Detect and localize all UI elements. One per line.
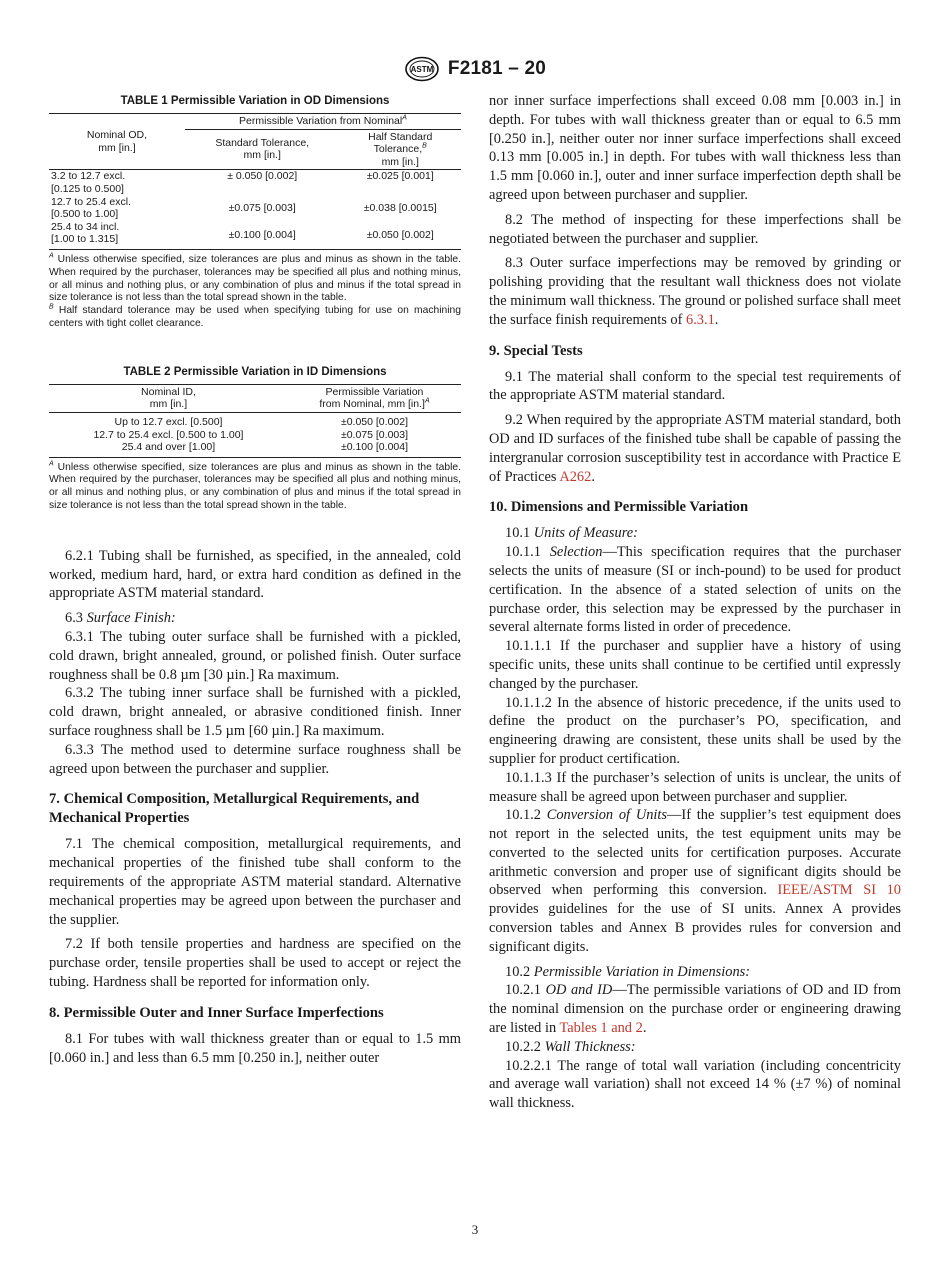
- table1-header-half: Half Standard Tolerance,$^B$ mm [in.]: [368, 130, 433, 168]
- paragraph-10-2-2-1: 10.2.2.1 The range of total wall variation (including concentricity and average wall variation) shall not exceed 14 % (±7 %) of nominal wall thickness.: [489, 1057, 901, 1112]
- paragraph-10-1-1-2: 10.1.1.2 In the absence of historic precedence, if the units used to define the product on the purchaser’s PO, specification, and engineering drawing are consistent, these units shall be used by the supplier for product certification.: [489, 694, 901, 767]
- section-8-heading: 8. Permissible Outer and Inner Surface Imperfections: [49, 1004, 384, 1021]
- table1-header-nominal: Nominal OD, mm [in.]: [86, 129, 148, 154]
- table-row: 25.4 and over [1.00] ±0.100 [0.004]: [49, 441, 461, 457]
- table1-footnote-b: $^B$ Half standard tolerance may be used when specifying tubing for use on machining centers with tight collet clearance.: [49, 303, 461, 329]
- paragraph-6-3-3: 6.3.3 The method used to determine surface roughness shall be agreed upon between the purchaser and supplier.: [49, 741, 461, 777]
- paragraph-9-2: 9.2 When required by the appropriate ASTM material standard, both OD and ID surfaces of the finished tube shall be capable of passing the intergranular corrosion susceptibility test in accordance with Practice E of Practices A262.: [489, 412, 901, 485]
- section-10-heading: 10. Dimensions and Permissible Variation: [489, 499, 749, 516]
- section-7-heading: 7. Chemical Composition, Metallurgical Requirements, and Mechanical Properties: [49, 791, 420, 827]
- table-row: 3.2 to 12.7 excl. [0.125 to 0.500] ± 0.050 [0.002] ±0.025 [0.001]: [51, 170, 434, 195]
- paragraph-8-1: 8.1 For tubes with wall thickness greater than or equal to 1.5 mm [0.060 in.] and less than 6.5 mm [0.250 in.], neither outer: [49, 1030, 461, 1066]
- table1: [49, 113, 461, 250]
- table1-header-group: Permissible Variation from Nominal$^A$: [185, 114, 461, 130]
- link-6-3-1[interactable]: 6.3.1: [686, 311, 715, 328]
- logo-text: ASTM: [410, 65, 434, 74]
- paragraph-8-2: 8.2 The method of inspecting for these imperfections shall be negotiated between the purchaser and supplier.: [489, 211, 901, 247]
- table1-header-standard: Standard Tolerance, mm [in.]: [215, 136, 310, 162]
- table2: [49, 384, 461, 458]
- paragraph-6-3: 6.3 Surface Finish:: [65, 610, 176, 627]
- paragraph-9-1: 9.1 The material shall conform to the special test requirements of the appropriate ASTM material standard.: [489, 368, 901, 404]
- link-tables-1-and-2[interactable]: Tables 1 and 2: [559, 1020, 643, 1037]
- astm-logo-icon: [404, 56, 440, 82]
- right-column: [489, 92, 901, 1113]
- paragraph-6-3-1: 6.3.1 The tubing outer surface shall be furnished with a pickled, cold drawn, bright annealed, ground, or polished finish. Outer surface roughness shall be 0.8 µm [30 µin.] Ra maximum.: [49, 629, 461, 683]
- table1-title: TABLE 1 Permissible Variation in OD Dimensions: [120, 95, 390, 107]
- page-header: [0, 54, 950, 84]
- paragraph-10-1-1: 10.1.1 Selection—This specification requires that the purchaser selects the units of measure (SI or inch-pound) to be used for product certification. In the absence of a stated selection of units on the purchase order, this selection may be expressed by the purchaser in several alternate forms listed in order of precedence.: [489, 544, 901, 636]
- paragraph-6-3-2: 6.3.2 The tubing inner surface shall be furnished with a pickled, cold drawn, bright annealed, or abrasive conditioned finish. Inner surface roughness shall be 1.5 µm [60 µin.] Ra maximum.: [49, 685, 461, 740]
- paragraph-10-1-2: 10.1.2 Conversion of Units—If the supplier’s test equipment does not report in the selected units, the test equipment units may be converted to the selected units for certification purposes. Accurate arithmetic conversion and proper use of significant digits should be observed when performing this conversion. IEEE/ASTM SI 10 provides guidelines for the use of SI units. Annex A provides conversion tables and Annex B provides rules for conversion and significant digits.: [489, 807, 902, 955]
- paragraph-8-3: 8.3 Outer surface imperfections may be removed by grinding or polishing providing that the resultant wall thickness does not violate the minimum wall thickness. The ground or polished surface shall meet the surface finish requirements of 6.3.1.: [489, 255, 901, 328]
- table-row: 25.4 to 34 incl. [1.00 to 1.315] ±0.100 [0.004] ±0.050 [0.002]: [49, 221, 461, 250]
- paragraph-10-1-1-1: 10.1.1.1 If the purchaser and supplier have a history of using specific units, these units shall continue to be certified until expressly changed by the purchaser.: [489, 638, 901, 692]
- page-number: 3: [471, 1222, 479, 1237]
- paragraph-6-2-1: 6.2.1 Tubing shall be furnished, as specified, in the annealed, cold worked, medium hard, hard, or extra hard condition as defined in the appropriate ASTM material standard.: [49, 547, 461, 602]
- table2-title: TABLE 2 Permissible Variation in ID Dimensions: [123, 365, 387, 378]
- table2-header-nominal: Nominal ID, mm [in.]: [141, 385, 196, 411]
- table2-header-variation: Permissible Variation from Nominal, mm $[in.]^A$: [319, 385, 430, 411]
- paragraph-7-1: 7.1 The chemical composition, metallurgical requirements, and mechanical properties of the finished tube shall conform to the requirements of the appropriate ASTM material standard. Alternative mechanical properties may be agreed upon between the purchaser and the supplier.: [49, 836, 461, 928]
- paragraph-10-2: 10.2 Permissible Variation in Dimensions:: [505, 963, 751, 980]
- table1-footnote-a: $^A$ Unless otherwise specified, size tolerances are plus and minus as shown in the table. When required by the purchaser, tolerances may be specified all plus and nothing minus, or all minus and nothing plus, or any combination of plus and minus if the total spread in size tolerance is not less than the total spread shown in the table.: [49, 252, 461, 304]
- table-row: 12.7 to 25.4 excl. [0.500 to 1.00] ±0.075 [0.003] ±0.038 [0.0015]: [51, 195, 437, 221]
- paragraph-10-2-2: 10.2.2 Wall Thickness:: [505, 1038, 636, 1055]
- table-row: Up to 12.7 excl. [0.500] ±0.050 [0.002]: [114, 415, 409, 428]
- document-number: F2181 – 20: [447, 58, 547, 79]
- link-a262[interactable]: A262: [559, 468, 592, 485]
- paragraph-8-1-continued: nor inner surface imperfections shall exceed 0.08 mm [0.003 in.] in depth. For tubes with wall thickness greater than or equal to 6.5 mm [0.250 in.], neither outer nor inner surface imperfections shall exceed 0.13 mm [0.005 in.] in depth. For tubes with wall thickness less than 1.5 mm [0.060 in.], outer and inner surface imperfection depth shall be agreed upon between purchaser and supplier.: [489, 93, 901, 203]
- table2-footnote-a: $^A$ Unless otherwise specified, size tolerances are plus and minus as shown in the table. When required by the purchaser, tolerances may be specified all plus and nothing minus, or all minus and nothing plus, or any combination of plus and minus if the total spread in size tolerance is not less than the total spread shown in the table.: [49, 460, 461, 512]
- link-ieee-astm-si-10[interactable]: IEEE/ASTM SI 10: [777, 882, 902, 899]
- table-row: 12.7 to 25.4 excl. [0.500 to 1.00] ±0.075 [0.003]: [93, 428, 409, 441]
- paragraph-10-2-1: 10.2.1 OD and ID—The permissible variations of OD and ID from the nominal dimension on the purchase order or engineering drawing are listed in Tables 1 and 2.: [489, 982, 901, 1037]
- paragraph-10-1-1-3: 10.1.1.3 If the purchaser’s selection of units is unclear, the units of measure shall be agreed upon between purchaser and supplier.: [489, 769, 901, 805]
- section-9-heading: 9. Special Tests: [489, 342, 583, 359]
- paragraph-10-1: 10.1 Units of Measure:: [505, 525, 638, 542]
- paragraph-7-2: 7.2 If both tensile properties and hardness are specified on the purchase order, tensile properties shall be used to accept or reject the tubing. Hardness shall be reported for information only.: [49, 936, 461, 991]
- left-column: [49, 92, 461, 1067]
